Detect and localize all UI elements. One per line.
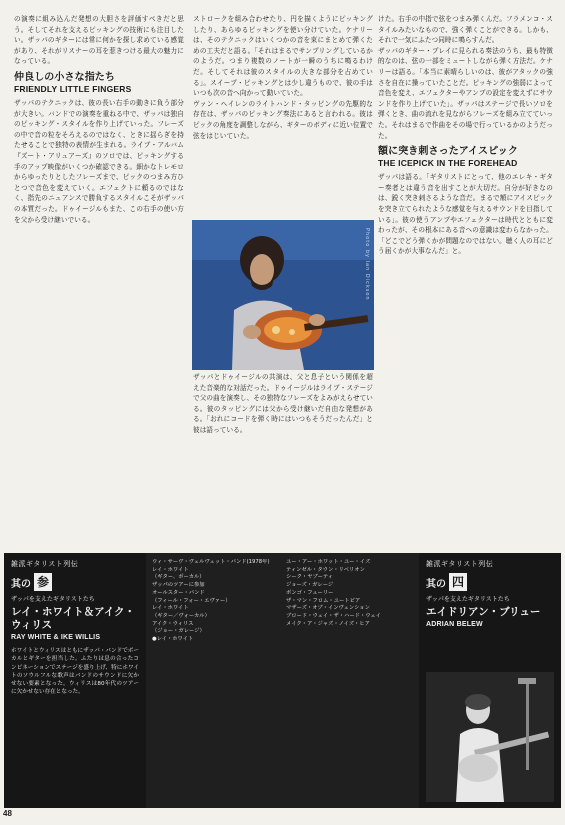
episode-number-badge: 四: [449, 573, 467, 591]
profile-text: ホワイトとウィリスはともにザッパ・バンドでボーカルとギターを担当した。ふたりは息の合ったコンビネーションでステージを盛り上げ、特にホワイトのソウルフルな歌声はバンドのサウンドに欠かせない要素となった。ウィリスは80年代のツアーに欠かせない存在となった。: [11, 648, 139, 696]
series-title: 雑派ギタリスト列伝: [11, 560, 79, 568]
article-column-1: [14, 14, 184, 546]
body-paragraph: ザッパとドゥイージルの共演は、父と息子という関係を超えた音楽的な対話だった。ドゥイージルはライブ・ステージで父の曲を演奏し、その独特なフレーズをよみがえらせている。彼のタッピングには父から受け継いだ自由な発想がある。「おれにコードを弾く時にはいつもそうだったんだ」と彼は語っている。: [193, 373, 373, 434]
guitarist-photo-image: [192, 220, 374, 370]
episode-label: [426, 573, 554, 591]
panel-tagline: ザッパを支えたギタリストたち: [426, 596, 510, 603]
body-paragraph: の演奏に組み込んだ発想の大胆さを評価すべきだと思う。そしてそれを支えるピッキングの技術にも注目したい。ザッパのギターには常に何かを探し求めている感覚があり、それがリスナーの耳を惹きつける最大の魅力になっている。: [14, 15, 184, 66]
body-paragraph: ザッパは語る。「ギタリストにとって、他のエレキ・ギター奏者とは違う音を出すことが大切だ。自分が好きなのは、鋭く突き刺さるような音だ。まるで額にアイスピックを突き立てられたような感覚を与えるサウンドを目指している」。彼の使うアンプやエフェクターは時代とともに変わったが、その根本にある音への意識は変わらなかった。「どこでどう弾くかが問題なのではない。聴く人の耳にどう届くかが大事なんだ」と。: [378, 173, 553, 256]
body-paragraph: ヴァン・ヘイレンのライトハンド・タッピングの先駆的な存在は、ザッパのピッキング奏法にあると言われる。彼はピックの角度を調整しながら、ギターのボディに近い位置で弦をはじいていた。: [193, 99, 373, 140]
profile-name-en: ADRIAN BELEW: [426, 621, 483, 628]
body-paragraph: ザッパのテクニックは、彼の長い右手の動きに負う部分が大きい。バンドでの演奏を重ねる中で、ザッパは独自のピッキング・スタイルを作り上げていった。フレーズの中で音の粒をそろえるのではなく、ときに揺らぎを持たせることで独特の表情が生まれる。ライブ・アルバム『ズート・アリュアーズ』のソロでは、ピッキングする手のアップ映像がいくつか確認できる。細かなトレモロからゆったりとしたフレーズまで、ピックのつまみ方ひとつで音色を変えていく。エフェクトに頼るのではなく、指先のニュアンスで勝負するスタイルこそがザッパの本質だった。ドゥイージルもまた、この右手の使い方を父から受け継いでいる。: [14, 98, 184, 224]
discography-column-b: ユー・アー・ホワット・ユー・イズ ティンゼル・タウン・リベリオン シーク・ヤブーティ ジョーズ・ガレージ ボンゴ・フューリー ザ・マン・フロム・ユートピア マザーズ・オブ・インヴェンション ブロード・ウェイ・ザ・ハード・ウェイ メイク・ア・ジャズ・ノイズ・ヒア: [286, 559, 381, 627]
body-paragraph: ザッパのギター・プレイに見られる奏法のうち、最も特徴的なのは、弦の一部をミュートしながら弾く方法だ。ケナリーは語る。「本当に素晴らしいのは、彼がアタックの強さを自在に操っていたことだ。ピッキングの強弱によって音色を変え、エフェクターやアンプの設定を変えずにサウンドを作り上げていた」。ザッパはステージで長いソロを弾くとき、曲の流れを見ながらフレーズを組み立てていった。それはまるで作曲をその場で行っているかのようだった。: [378, 46, 553, 140]
adrian-belew-photo: [426, 672, 554, 802]
profile-name-jp: レイ・ホワイト＆アイク・ウィリス: [11, 606, 136, 631]
page-number: 48: [3, 809, 12, 818]
adrian-belew-photo-image: [426, 672, 554, 802]
profile-panel-ray-white-ike-willis: [4, 553, 146, 808]
photo-credit: Photo by Ian Dickson: [364, 228, 370, 301]
body-paragraph: ストロークを組み合わせたり、円を描くようにピッキングしたり、あらゆるピッキングを使い分けていた。ケナリーは、そのテクニックはいくつかの音を束にまとめて弾くための工夫だと語る。「それはまるでサンプリングしているかのようだ。つまり複数のノートが一瞬のうちに鳴るわけだ。そしてそれは彼のスタイルの大きな部分を占めている」。スイープ・ピッキングとは少し違うもので、彼の手はいつも次の音へ向かって動いていた。: [193, 15, 373, 98]
panel-tagline: ザッパを支えたギタリストたち: [11, 596, 95, 603]
section-heading-en: THE ICEPICK IN THE FOREHEAD: [378, 158, 518, 169]
profile-name-jp: エイドリアン・ブリュー: [426, 606, 541, 618]
profile-name-en: RAY WHITE & IKE WILLIS: [11, 634, 101, 641]
article-column-2: [193, 14, 373, 220]
episode-number-badge: 参: [34, 573, 52, 591]
guitarist-photo: [192, 220, 374, 370]
section-heading-jp: 仲良しの小さな指たち: [14, 71, 115, 83]
episode-prefix: 其の: [11, 578, 31, 590]
section-heading-jp: 額に突き刺さったアイスピック: [378, 146, 518, 158]
profile-panel-adrian-belew: [419, 553, 561, 808]
section-heading-en: FRIENDLY LITTLE FINGERS: [14, 83, 132, 94]
body-paragraph: けた。右手の中指で弦をつまみ弾くんだ。フラメンコ・スタイルみたいなもので、強く弾くことができる。しかも、それで一気にふたつ同時に鳴らすんだ。: [378, 15, 553, 45]
discography-panel: [146, 553, 419, 808]
episode-label: [11, 573, 139, 591]
sidebar-band: [4, 553, 561, 808]
discography-column-a: ウィ・サーヴ・ヴェルヴェット・バンド(1978年) レイ・ホワイト （ギター、ボーカル） ザッパのツアーに参加 オールスター・バンド （フィール・フォー・エヴァー） レイ・ホワイト （ギター／ヴォーカル） アイク・ウィリス （ジョー・ガレージ） ●レイ・ホワイト: [152, 559, 270, 643]
episode-prefix: 其の: [426, 578, 446, 590]
article-column-3: [378, 14, 553, 546]
series-title: 雑派ギタリスト列伝: [426, 560, 494, 568]
article-column-2-lower: [193, 372, 373, 546]
